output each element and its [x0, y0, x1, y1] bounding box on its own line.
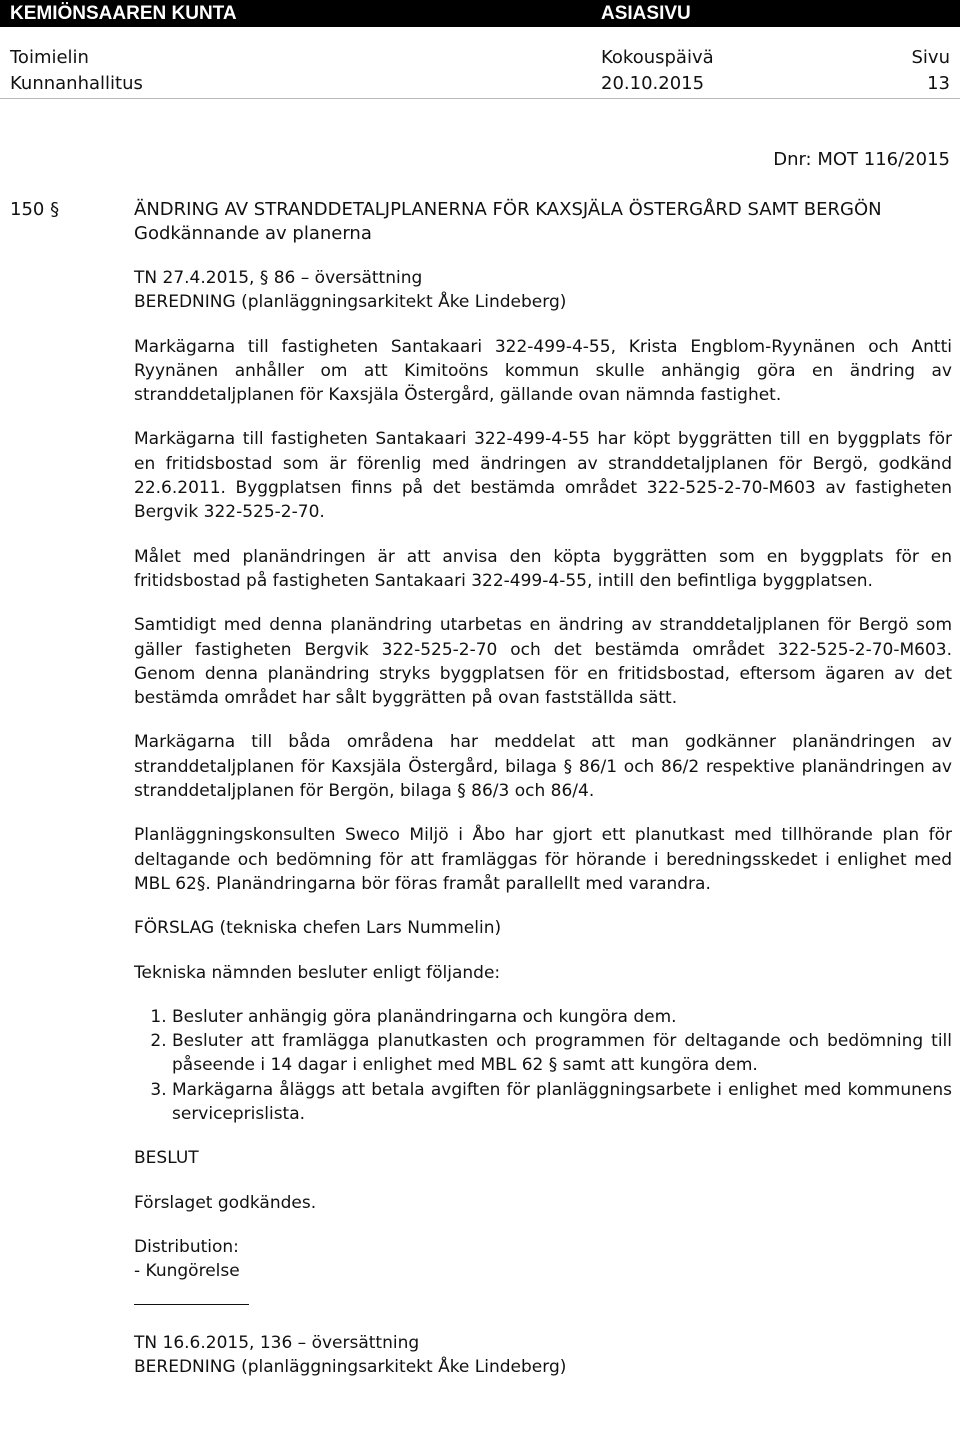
separator-line: [134, 1304, 249, 1305]
beslut-heading: BESLUT: [134, 1148, 199, 1169]
paragraph: Planläggningskonsulten Sweco Miljö i Åbo har gjort ett planutkast med tillhörande plan för deltagande och bedömning för att framläggas för hörande i beredningsskedet i enlighet med MBL 62§. Planändringarna bör föras framåt parallellt med varandra.: [134, 825, 952, 894]
tn-reference: TN 27.4.2015, § 86 – översättning: [134, 268, 423, 288]
paragraph: Samtidigt med denna planändring utarbetas en ändring av stranddetaljplanen för Bergö som gäller fastigheten Bergvik 322-525-2-70 och det bestämda området 322-525-2-70-M603. Genom denna planändring stryks byggplatsen för en fritidsbostad, eftersom ägaren av det bestämda området har sålt byggrätten på ovan fastställda sätt.: [134, 615, 952, 709]
page-label: Sivu: [911, 47, 950, 68]
body-label: Toimielin: [10, 47, 89, 68]
distribution-label: Distribution:: [134, 1236, 239, 1257]
distribution-item: - Kungörelse: [134, 1261, 240, 1282]
beredning-heading: BEREDNING (planläggningsarkitekt Åke Lindeberg): [134, 1356, 567, 1377]
forslag-heading: FÖRSLAG (tekniska chefen Lars Nummelin): [134, 918, 502, 939]
list-item: 1. Besluter anhängig göra planändringarna och kungöra dem.: [172, 1005, 952, 1029]
diary-number: Dnr: MOT 116/2015: [773, 149, 950, 170]
page-number: 13: [927, 73, 950, 94]
item-subtitle: Godkännande av planerna: [134, 223, 372, 244]
paragraph: Markägarna till fastigheten Santakaari 322-499-4-55, Krista Engblom-Ryynänen och Antti Ryynänen anhåller om att Kimitoöns kommun skulle anhängig göra en ändring av stranddetaljplanen för Kaxsjäla Östergård, gällande ovan nämnda fastighet.: [134, 336, 952, 406]
paragraph: Markägarna till fastigheten Santakaari 322-499-4-55 har köpt byggrätten till en byggplats för en fritidsbostad som är förenlig med ändringen av stranddetaljplanen för Bergö, godkänd 22.6.2011. Byggplatsen finns på det bestämda området 322-525-2-70-M603 av fastigheten Bergvik 322-525-2-70.: [134, 429, 952, 523]
body-value: Kunnanhallitus: [10, 73, 143, 94]
item-content: [134, 266, 952, 1379]
decision-result: Förslaget godkändes.: [134, 1192, 317, 1213]
header-banner: [0, 0, 960, 27]
municipality-name: KEMIÖNSAAREN KUNTA: [10, 3, 237, 24]
item-title: ÄNDRING AV STRANDDETALJPLANERNA FÖR KAXSJÄLA ÖSTERGÅRD SAMT BERGÖN: [134, 199, 882, 220]
paragraph: Markägarna till båda områdena har meddelat att man godkänner planändringen av stranddetaljplanen för Kaxsjäla Östergård, bilaga § 86/1 och 86/2 respektive planändringen av stranddetaljplanen för Bergön, bilaga § 86/3 och 86/4.: [134, 732, 952, 802]
item-number: 150 §: [10, 199, 60, 220]
list-item: 3. Markägarna åläggs att betala avgiften för planläggningsarbete i enlighet med kommunens serviceprislista.: [172, 1078, 952, 1127]
decision-intro: Tekniska nämnden besluter enligt följande:: [134, 962, 501, 983]
paragraph: Målet med planändringen är att anvisa den köpta byggrätten som en byggplats för en fritidsbostad på fastigheten Santakaari 322-499-4-55, intill den befintliga byggplatsen.: [134, 546, 952, 591]
list-item: 2. Besluter att framlägga planutkasten och programmen för deltagande och bedömning till påseende i 14 dagar i enlighet med MBL 62 § samt att kungöra dem.: [172, 1029, 952, 1078]
header-divider: [0, 98, 960, 99]
decision-list: [134, 1005, 952, 1126]
beredning-heading: BEREDNING (planläggningsarkitekt Åke Lindeberg): [134, 292, 567, 313]
date-label: Kokouspäivä: [601, 47, 714, 68]
tn-reference: TN 16.6.2015, 136 – översättning: [134, 1332, 420, 1353]
document-type: ASIASIVU: [601, 3, 691, 24]
date-value: 20.10.2015: [601, 73, 705, 94]
